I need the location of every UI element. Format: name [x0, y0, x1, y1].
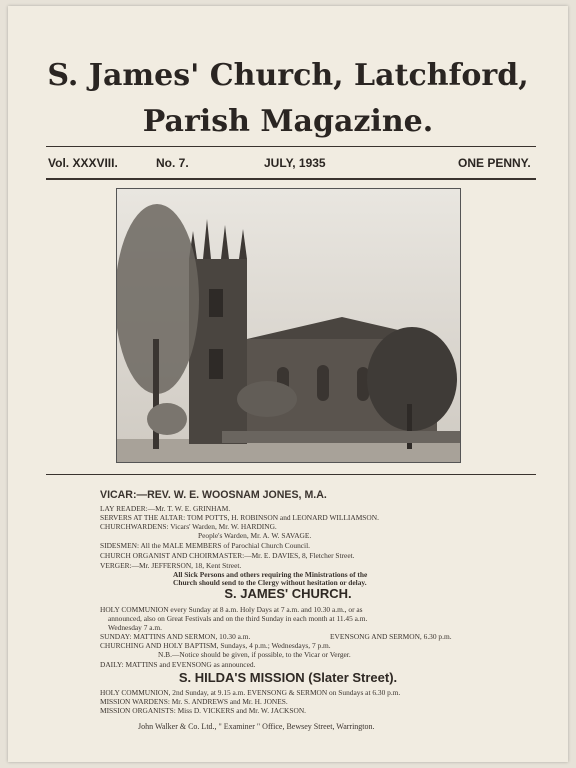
sidesmen-line: SIDESMEN: All the MALE MEMBERS of Parochial Church Council. — [100, 541, 311, 550]
sick-note: All Sick Persons and others requiring the Ministrations of the — [173, 570, 368, 579]
churchwardens-line: CHURCHWARDENS: Vicars' Warden, Mr. W. HARDING. — [100, 522, 277, 531]
divider — [46, 474, 536, 475]
daily-line: DAILY: MATTINS and EVENSONG as announced. — [100, 660, 256, 669]
magazine-cover — [8, 6, 568, 762]
masthead-subtitle: Parish Magazine. — [142, 104, 434, 139]
issue-price: ONE PENNY. — [458, 156, 531, 170]
evensong-line: EVENSONG AND SERMON, 6.30 p.m. — [330, 632, 452, 641]
masthead-title: S. James' Church, Latchford, — [47, 58, 529, 93]
churchwardens-line: People's Warden, Mr. A. W. SAVAGE. — [198, 531, 312, 540]
sunday-service-line: SUNDAY: MATTINS AND SERMON, 10.30 a.m. — [100, 632, 251, 641]
mission-organists-line: MISSION ORGANISTS: Miss D. VICKERS and Mr. W. JACKSON. — [100, 706, 307, 715]
communion-line: announced, also on Great Festivals and on the third Sunday in each month at 11.45 a.m. — [108, 614, 368, 623]
church-photograph — [116, 188, 461, 463]
vicar-line: VICAR:—REV. W. E. WOOSNAM JONES, M.A. — [100, 489, 327, 501]
servers-line: SERVERS AT THE ALTAR: TOM POTTS, H. ROBINSON and LEONARD WILLIAMSON. — [100, 513, 379, 522]
issue-number: No. 7. — [156, 156, 189, 170]
churching-line: CHURCHING AND HOLY BAPTISM, Sundays, 4 p.m.; Wednesdays, 7 p.m. — [100, 641, 331, 650]
communion-line: Wednesday 7 a.m. — [108, 623, 162, 632]
section-heading-st-hilda: S. HILDA'S MISSION (Slater Street). — [178, 670, 398, 685]
lay-reader-line: LAY READER:—Mr. T. W. E. GRINHAM. — [100, 504, 231, 513]
issue-date: JULY, 1935 — [264, 156, 326, 170]
volume-number: Vol. XXXVIII. — [48, 156, 118, 170]
mission-communion-line: HOLY COMMUNION, 2nd Sunday, at 9.15 a.m. EVENSONG & SERMON on Sundays at 6.30 p.m. — [100, 688, 401, 697]
mission-wardens-line: MISSION WARDENS: Mr. S. ANDREWS and Mr. H. JONES. — [100, 697, 288, 706]
divider — [46, 146, 536, 147]
divider — [46, 178, 536, 180]
organist-line: CHURCH ORGANIST AND CHOIRMASTER:—Mr. E. DAVIES, 8, Fletcher Street. — [100, 551, 355, 560]
section-heading-st-james: S. JAMES' CHURCH. — [224, 586, 352, 601]
notice-line: N.B.—Notice should be given, if possible, to the Vicar or Verger. — [158, 650, 351, 659]
sick-note: Church should send to the Clergy without hesitation or delay. — [173, 578, 367, 587]
printer-imprint: John Walker & Co. Ltd., " Examiner " Office, Bewsey Street, Warrington. — [138, 722, 375, 731]
communion-line: HOLY COMMUNION every Sunday at 8 a.m. Holy Days at 7 a.m. and 10.30 a.m., or as — [100, 605, 363, 614]
verger-line: VERGER:—Mr. JEFFERSON, 18, Kent Street. — [100, 561, 242, 570]
